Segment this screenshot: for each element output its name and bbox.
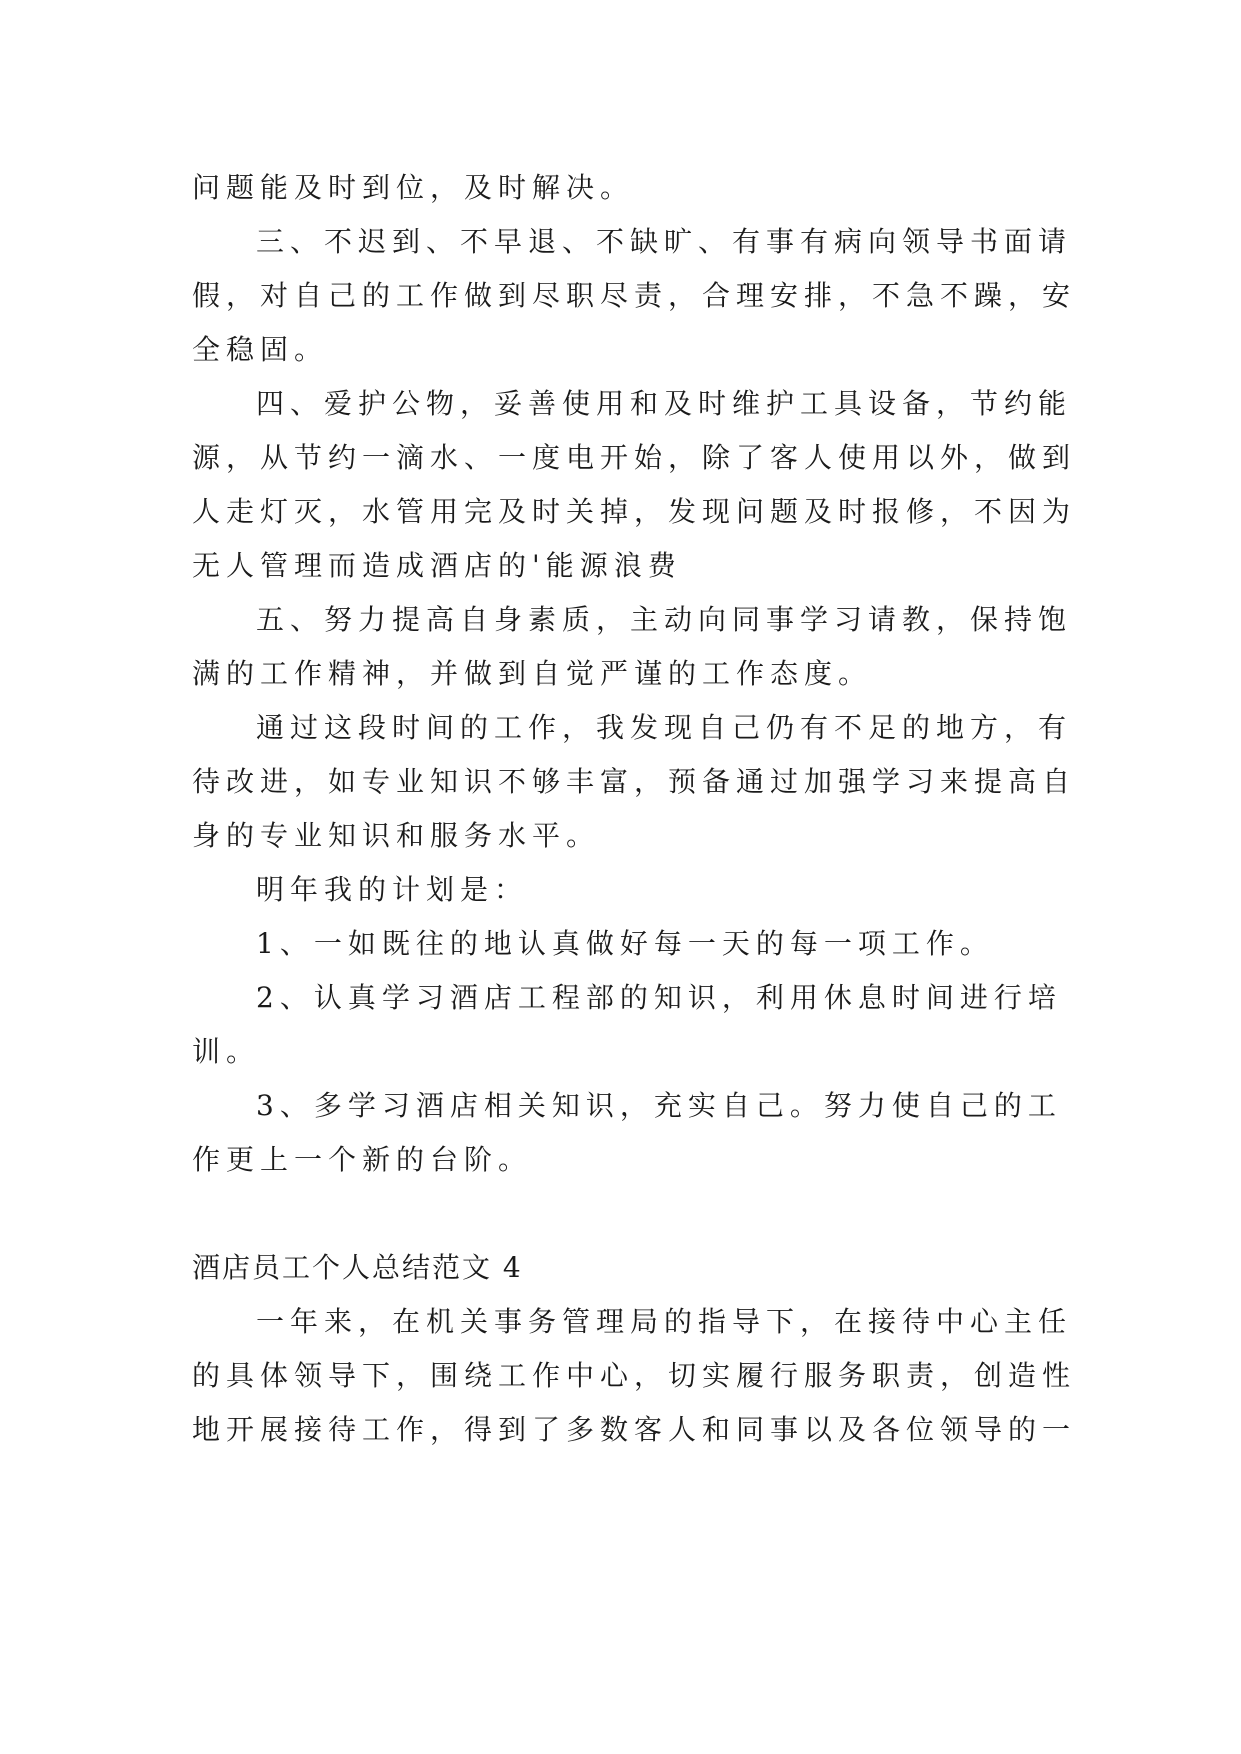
section-heading: 酒店员工个人总结范文 4 bbox=[192, 1251, 523, 1284]
body-line: 待改进，如专业知识不够丰富，预备通过加强学习来提高自 bbox=[192, 765, 1077, 798]
body-line: 人走灯灭，水管用完及时关掉，发现问题及时报修，不因为 bbox=[192, 495, 1077, 528]
body-line: 四、爱护公物，妥善使用和及时维护工具设备，节约能 bbox=[256, 387, 1073, 420]
body-line: 一年来，在机关事务管理局的指导下，在接待中心主任 bbox=[256, 1305, 1073, 1338]
body-line: 2、认真学习酒店工程部的知识，利用休息时间进行培 bbox=[256, 981, 1062, 1014]
body-line: 作更上一个新的台阶。 bbox=[192, 1143, 533, 1176]
body-line: 问题能及时到位，及时解决。 bbox=[192, 171, 635, 204]
body-line: 明年我的计划是： bbox=[256, 873, 529, 906]
body-line: 假，对自己的工作做到尽职尽责，合理安排，不急不躁，安 bbox=[192, 279, 1077, 312]
body-line: 满的工作精神，并做到自觉严谨的工作态度。 bbox=[192, 657, 873, 690]
body-line: 源，从节约一滴水、一度电开始，除了客人使用以外，做到 bbox=[192, 441, 1077, 474]
body-line: 全稳固。 bbox=[192, 333, 329, 366]
body-line: 五、努力提高自身素质，主动向同事学习请教，保持饱 bbox=[256, 603, 1073, 636]
body-line: 三、不迟到、不早退、不缺旷、有事有病向领导书面请 bbox=[256, 225, 1073, 258]
body-line: 地开展接待工作，得到了多数客人和同事以及各位领导的一 bbox=[192, 1413, 1077, 1446]
body-line: 通过这段时间的工作，我发现自己仍有不足的地方，有 bbox=[256, 711, 1073, 744]
body-line: 的具体领导下，围绕工作中心，切实履行服务职责，创造性 bbox=[192, 1359, 1077, 1392]
body-line: 身的专业知识和服务水平。 bbox=[192, 819, 601, 852]
body-line: 1、一如既往的地认真做好每一天的每一项工作。 bbox=[256, 927, 994, 960]
body-line: 无人管理而造成酒店的'能源浪费 bbox=[192, 549, 682, 582]
body-line: 训。 bbox=[192, 1035, 261, 1068]
body-line: 3、多学习酒店相关知识，充实自己。努力使自己的工 bbox=[256, 1089, 1062, 1122]
